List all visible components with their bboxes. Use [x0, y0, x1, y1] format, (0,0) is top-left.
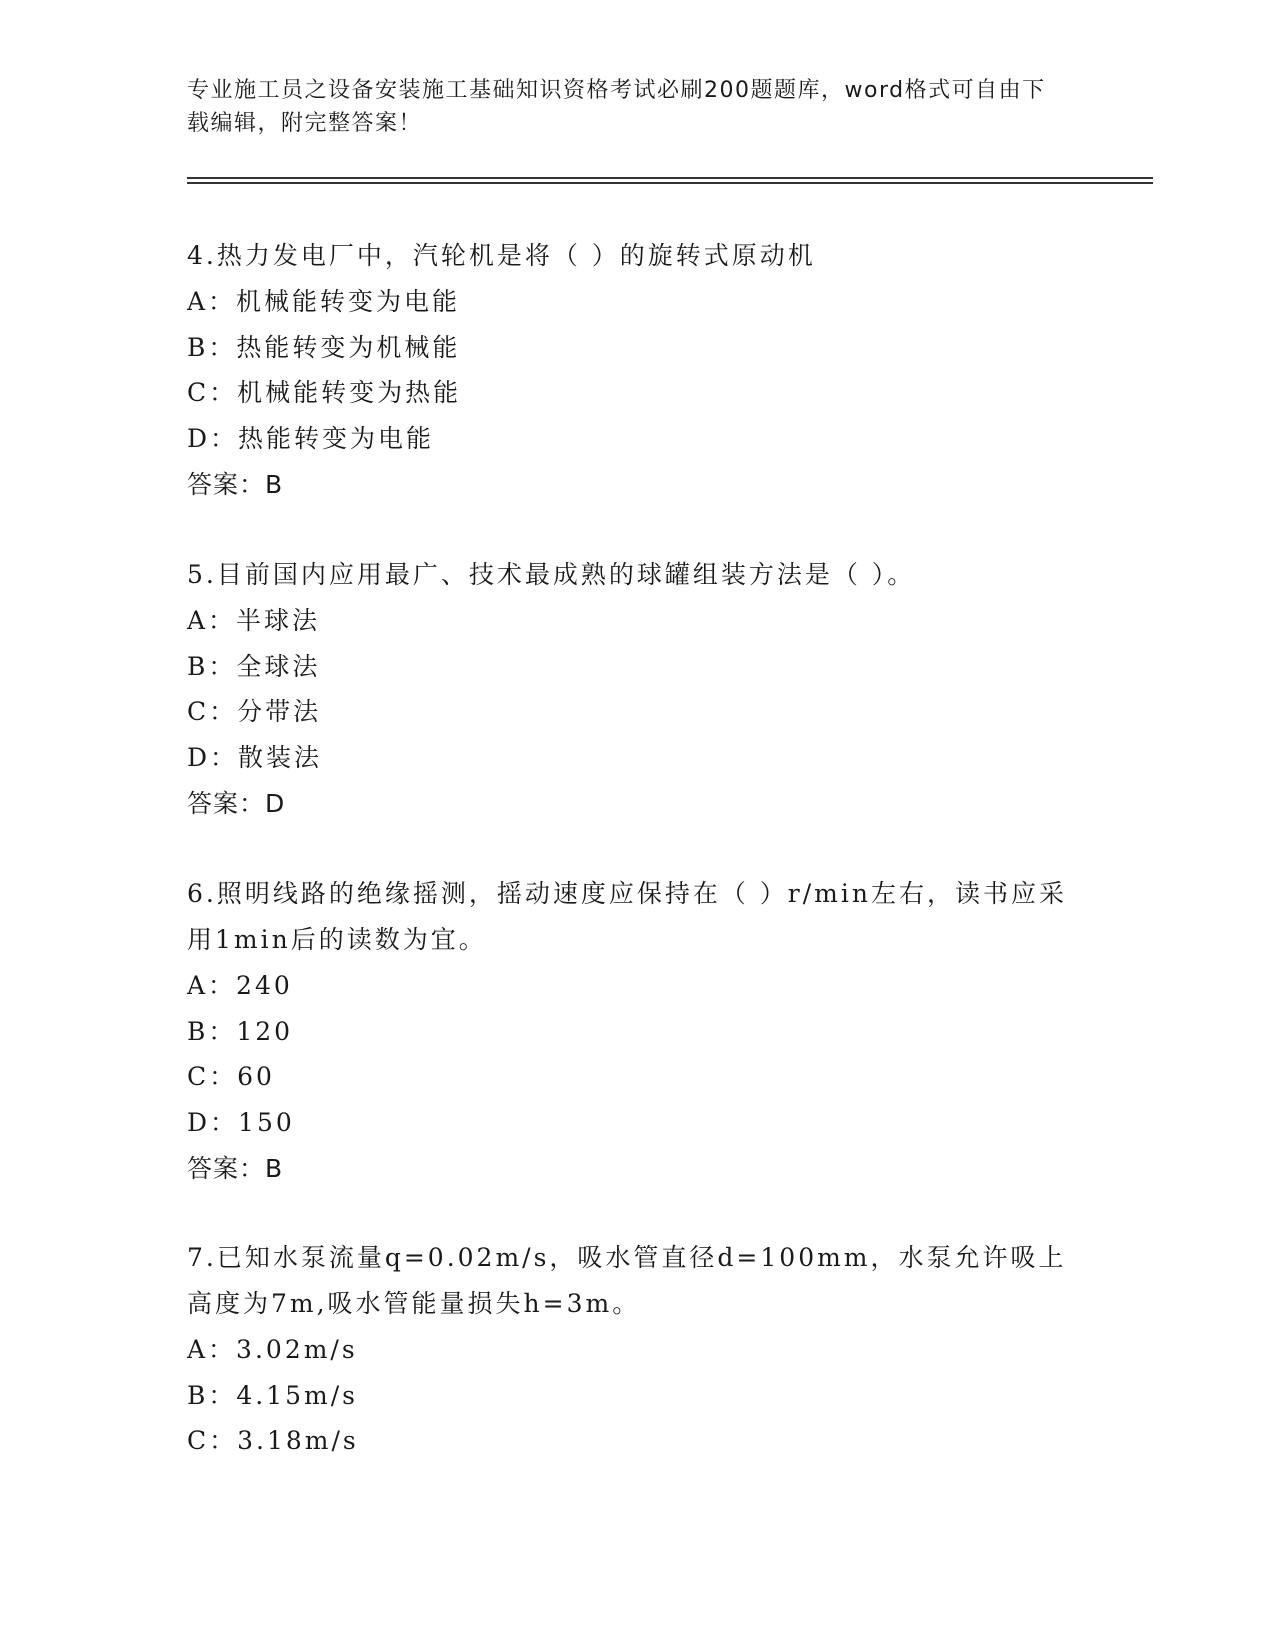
answer-line: 答案：B [187, 1153, 284, 1183]
question-stem: 4.热力发电厂中，汽轮机是将（ ）的旋转式原动机 [187, 241, 816, 270]
header-divider-top [187, 177, 1153, 179]
answer-line: 答案：B [187, 469, 284, 499]
question-stem: 5.目前国内应用最广、技术最成熟的球罐组装方法是（ ）。 [187, 560, 916, 589]
option-a: A：240 [187, 971, 293, 1000]
option-c: C：3.18m/s [187, 1426, 359, 1456]
option-c: C：分带法 [187, 697, 322, 727]
question-stem: 6.照明线路的绝缘摇测，摇动速度应保持在（ ）r/min左右，读书应采用1min后的读数为宜。 [187, 879, 1067, 954]
option-d: D：散装法 [187, 743, 323, 773]
option-a: A：3.02m/s [187, 1335, 358, 1364]
option-d: D：热能转变为电能 [187, 424, 435, 454]
question-block [187, 233, 1087, 508]
option-b: B：4.15m/s [187, 1380, 358, 1410]
question-block [187, 1235, 1087, 1464]
option-b: B：120 [187, 1016, 294, 1046]
option-c: C：机械能转变为热能 [187, 378, 462, 408]
question-block [187, 871, 1087, 1192]
option-a: A：半球法 [187, 606, 321, 635]
question-block [187, 552, 1087, 827]
answer-line: 答案：D [187, 788, 286, 818]
option-d: D：150 [187, 1108, 295, 1138]
option-b: B：热能转变为机械能 [187, 332, 461, 362]
option-c: C：60 [187, 1062, 275, 1092]
question-stem: 7.已知水泵流量q=0.02m/s，吸水管直径d=100mm，水泵允许吸上高度为7m,吸水管能量损失h=3m。 [187, 1243, 1067, 1318]
header-divider-bottom [187, 182, 1153, 184]
option-a: A：机械能转变为电能 [187, 287, 461, 316]
option-b: B：全球法 [187, 651, 321, 681]
document-header: 专业施工员之设备安装施工基础知识资格考试必刷200题题库，word格式可自由下载编辑，附完整答案！ [187, 78, 1046, 136]
